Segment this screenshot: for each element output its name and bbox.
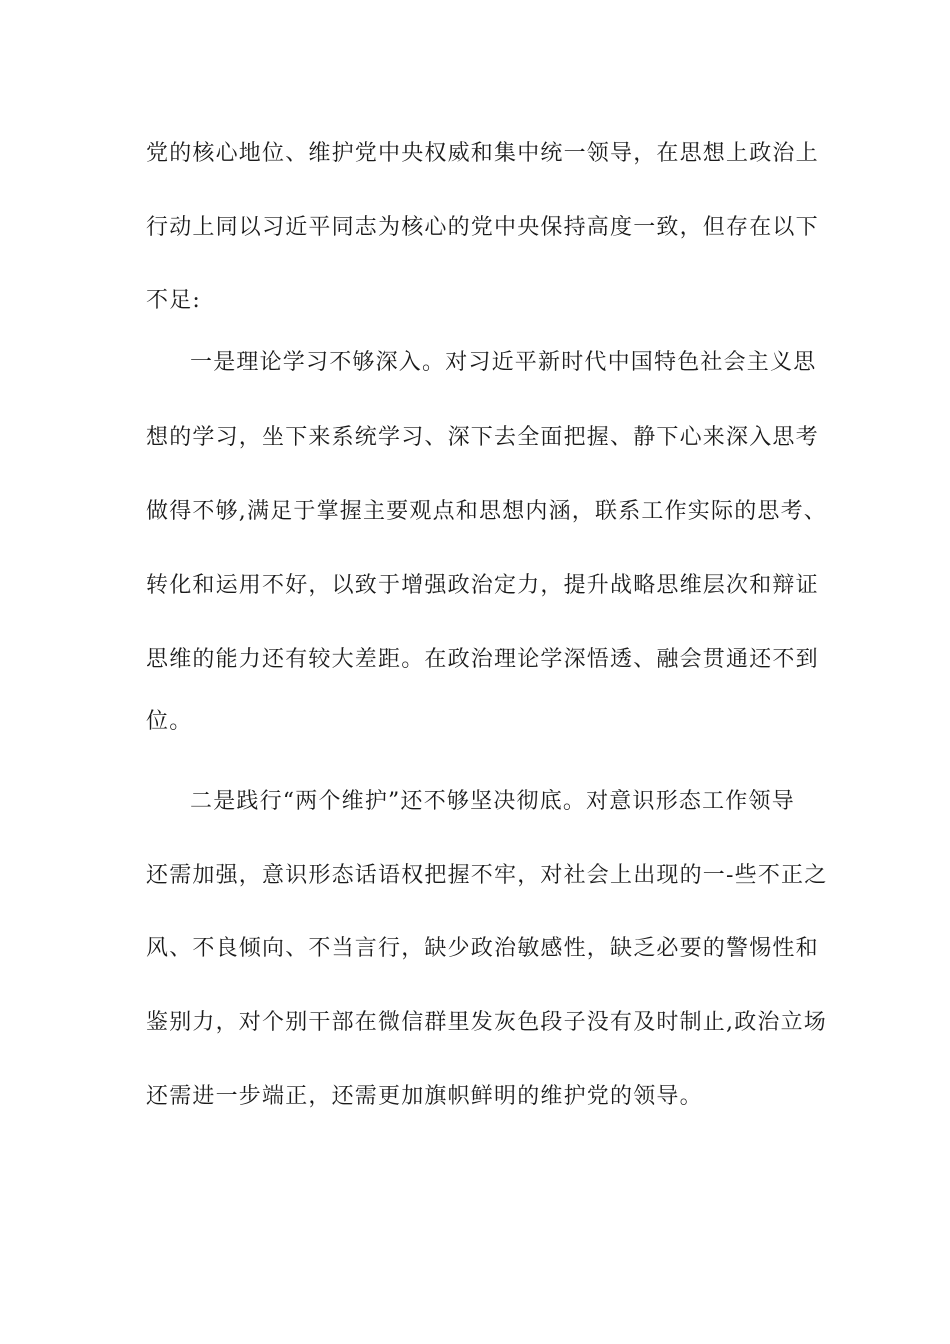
text-line: 还需加强，意识形态话语权把握不牢，对社会上出现的一-些不正之 [146, 863, 828, 888]
paragraph-start-line: 一是理论学习不够深入。对习近平新时代中国特色社会主义思 [190, 350, 817, 375]
text-line: 思维的能力还有较大差距。在政治理论学深悟透、融会贯通还不到 [146, 647, 819, 672]
text-line: 党的核心地位、维护党中央权威和集中统一领导，在思想上政治上 [146, 141, 819, 166]
text-line: 做得不够,满足于掌握主要观点和思想内涵，联系工作实际的思考、 [146, 499, 827, 524]
text-line: 位。 [146, 709, 193, 734]
text-line: 鉴别力，对个别干部在微信群里发灰色段子没有及时制止,政治立场 [146, 1010, 827, 1035]
text-line: 想的学习，坐下来系统学习、深下去全面把握、静下心来深入思考 [146, 425, 819, 450]
text-line: 转化和运用不好，以致于增强政治定力，提升战略思维层次和辩证 [146, 573, 819, 598]
text-line: 不足: [146, 288, 202, 313]
text-line: 还需进一步端正，还需更加旗帜鲜明的维护党的领导。 [146, 1084, 703, 1109]
text-line: 风、不良倾向、不当言行，缺少政治敏感性，缺乏必要的警惕性和 [146, 936, 819, 961]
paragraph-start-line: 二是践行“两个维护”还不够坚决彻底。对意识形态工作领导 [190, 789, 795, 814]
text-line: 行动上同以习近平同志为核心的党中央保持高度一致，但存在以下 [146, 215, 819, 240]
